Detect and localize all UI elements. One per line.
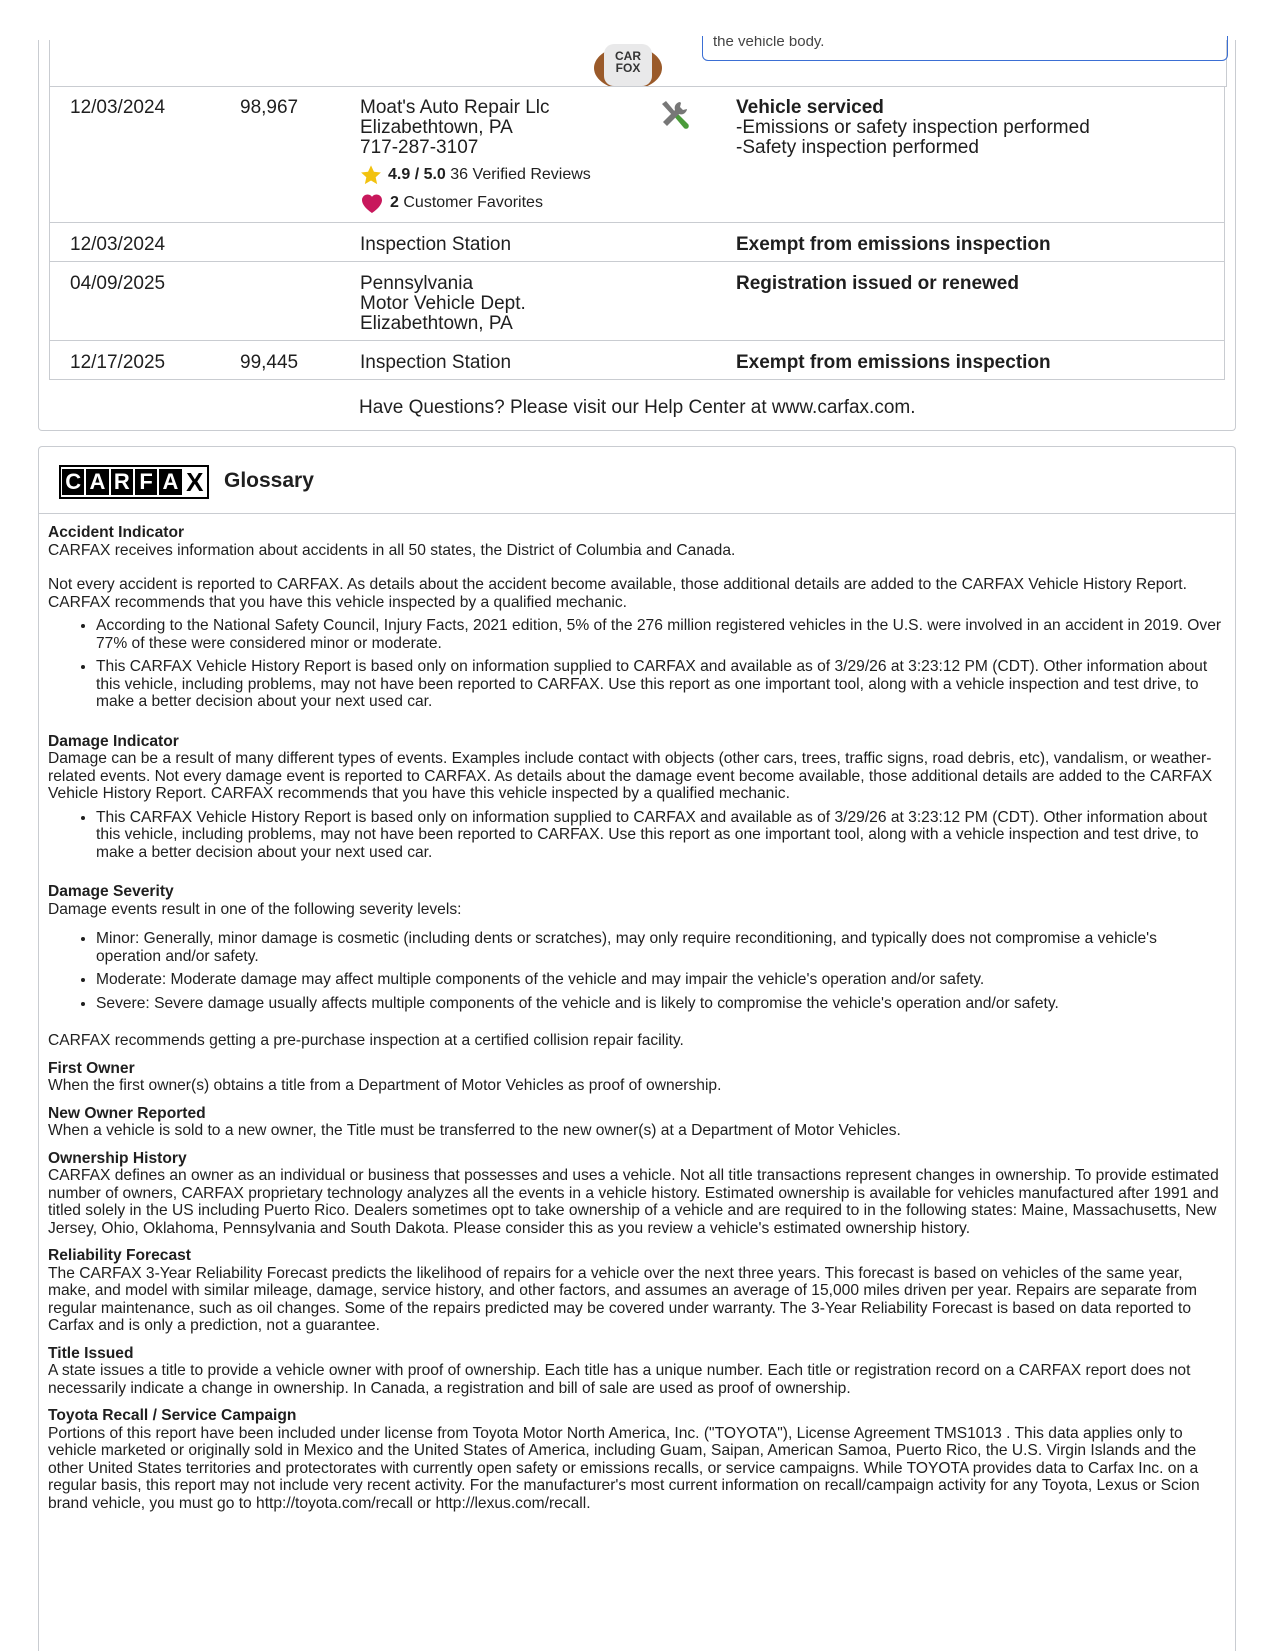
term-first-owner: First Owner: [48, 1059, 135, 1077]
list-item: • Moderate: Moderate damage may affect multiple components of the vehicle and may impair the vehicle's operation and/or safety.: [96, 971, 1226, 989]
list-item: • This CARFAX Vehicle History Report is based only on information supplied to CARFAX and available as of 3/29/26 at 3:23:12 PM (CDT). Other information about this vehicle, including problems, may not have been reported to CARFAX. Use this report as one important tool, along with a vehicle inspection and test drive, to make a better decision about your next used car.: [96, 809, 1226, 862]
definition: CARFAX recommends getting a pre-purchase inspection at a certified collision repair facility.: [48, 1032, 684, 1049]
source-line: Elizabethtown, PA: [360, 313, 513, 334]
fox-callout-row: [49, 36, 1227, 87]
record-source: Inspection Station: [360, 352, 512, 373]
record-odometer: 99,445: [240, 352, 299, 373]
fox-label-bottom: FOX: [615, 61, 641, 75]
bullet-list: [48, 930, 1226, 1012]
list-item: • This CARFAX Vehicle History Report is based only on information supplied to CARFAX and available as of 3/29/26 at 3:23:12 PM (CDT). Other information about this vehicle, including problems, may not have been reported to CARFAX. Use this report as one important tool, along with a vehicle inspection and test drive, to make a better decision about your next used car.: [96, 658, 1226, 711]
record-odometer: 98,967: [240, 97, 299, 118]
glossary-card: [38, 446, 1236, 1651]
vehicle-history-card: [38, 36, 1236, 431]
record-title: Exempt from emissions inspection: [736, 234, 1051, 255]
record-row-3: [49, 262, 1225, 341]
glossary-title: Glossary: [224, 469, 314, 492]
logo-letter: C: [62, 469, 84, 495]
fox-label-top: CAR: [615, 49, 641, 63]
bullet-list: [48, 809, 1226, 862]
star-icon: [360, 164, 382, 186]
logo-letter: X: [184, 469, 206, 495]
term-damage-indicator: Damage Indicator: [48, 732, 179, 750]
record-title: Exempt from emissions inspection: [736, 352, 1051, 373]
source-line: Elizabethtown, PA: [360, 117, 513, 138]
record-detail: -Emissions or safety inspection performed: [736, 117, 1090, 138]
list-item: • Severe: Severe damage usually affects multiple components of the vehicle and is likely to compromise the vehicle's operation and/or safety.: [96, 995, 1226, 1013]
rating-value: 4.9 / 5.0: [388, 166, 446, 183]
definition: When the first owner(s) obtains a title from a Department of Motor Vehicles as proof of ownership.: [48, 1077, 722, 1094]
definition: CARFAX defines an owner as an individual or business that possesses and uses a vehicle. Not all title transactions represent changes in ownership. To provide estimated number of owners, CARFAX proprietary technology analyzes all the events in a vehicle history. Estimated ownership is available for vehicles manufactured after 1991 and titled solely in the US including Puerto Rico. Dealers sometimes opt to take ownership of a vehicle and are required to in the following states: Maine, Massachusetts, New Jersey, Ohio, Oklahoma, Pennsylvania and South Dakota. Please consider this as you review a vehicle's estimated ownership history.: [48, 1167, 1219, 1237]
term-accident-indicator: Accident Indicator: [48, 524, 185, 541]
record-source: Inspection Station: [360, 234, 512, 255]
term-ownership-history: Ownership History: [48, 1149, 187, 1167]
term-damage-severity: Damage Severity: [48, 883, 174, 900]
record-row-4: [49, 341, 1225, 380]
source-line[interactable]: Moat's Auto Repair Llc: [360, 97, 550, 118]
record-row-2: [49, 223, 1225, 262]
glossary-body: [39, 514, 1235, 1512]
definition: A state issues a title to provide a vehicle owner with proof of ownership. Each title has a unique number. Each title or registration record on a CARFAX report does not necessarily indicate a change in ownership. In Canada, a registration and bill of sale are used as proof of ownership.: [48, 1362, 1191, 1397]
record-date: 12/17/2025: [70, 352, 166, 373]
record-comments: [736, 98, 1090, 158]
term-title-issued: Title Issued: [48, 1344, 134, 1362]
record-title: Vehicle serviced: [736, 97, 884, 118]
history-records: [49, 86, 1225, 380]
record-row-1: [49, 86, 1225, 223]
definition: When a vehicle is sold to a new owner, the Title must be transferred to the new owner(s) at a Department of Motor Vehicles.: [48, 1122, 901, 1139]
help-center-link[interactable]: Have Questions? Please visit our Help Center at www.carfax.com.: [359, 397, 916, 418]
help-center-note: [39, 388, 1235, 428]
source-line[interactable]: 717-287-3107: [360, 137, 479, 158]
definition: The CARFAX 3-Year Reliability Forecast predicts the likelihood of repairs for a vehicle over the next three years. This forecast is based on vehicles of the same year, make, and model with similar mileage, damage, service history, and other factors, and assumes an average of 15,000 miles driven per year. Repairs are separate from regular maintenance, such as oil changes. Some of the repairs predicted may be covered under warranty. The 3-Year Reliability Forecast is based on data reported to Carfax and is only a prediction, not a guarantee.: [48, 1264, 1198, 1334]
record-date: 12/03/2024: [70, 234, 166, 255]
record-source: [360, 274, 526, 334]
logo-letter: F: [135, 469, 157, 495]
glossary-header: [39, 447, 1235, 514]
logo-letter: A: [86, 469, 108, 495]
wrench-screwdriver-icon: [658, 98, 692, 137]
definition: CARFAX receives information about accidents in all 50 states, the District of Columbia and Canada.: [48, 541, 736, 559]
list-item: • According to the National Safety Council, Injury Facts, 2021 edition, 5% of the 276 million registered vehicles in the U.S. were involved in an accident in 2019. Over 77% of these were considered minor or moderate.: [96, 617, 1226, 652]
record-date: 12/03/2024: [70, 97, 166, 118]
source-line: Motor Vehicle Dept.: [360, 293, 526, 314]
logo-letter: A: [159, 469, 181, 495]
heart-icon: [360, 192, 384, 214]
logo-letter: R: [111, 469, 133, 495]
customer-favorites: [360, 192, 591, 214]
favorites-label: Customer Favorites: [403, 194, 543, 211]
term-new-owner-reported: New Owner Reported: [48, 1104, 206, 1122]
list-item: • Minor: Generally, minor damage is cosmetic (including dents or scratches), may only require reconditioning, and typically does not compromise a vehicle's operation and/or safety.: [96, 930, 1226, 965]
favorites-count: 2: [390, 194, 399, 211]
shop-rating[interactable]: [360, 164, 591, 186]
fox-callout-bubble: the vehicle body.: [702, 36, 1228, 61]
record-date: 04/09/2025: [70, 273, 166, 294]
term-toyota-recall: Toyota Recall / Service Campaign: [48, 1407, 297, 1424]
carfox-mascot-icon: [588, 38, 668, 86]
bullet-list: [48, 617, 1226, 711]
record-source: [360, 98, 591, 214]
rating-reviews: 36 Verified Reviews: [450, 166, 591, 183]
definition: Damage can be a result of many different types of events. Examples include contact with objects (other cars, trees, traffic signs, road debris, etc), vandalism, or weather-related events. Not every damage event is reported to CARFAX. As details about the damage event become available, those additional details are added to the CARFAX Vehicle History Report. CARFAX recommends that you have this vehicle inspected by a qualified mechanic.: [48, 750, 1213, 802]
source-line: Pennsylvania: [360, 273, 474, 294]
record-title: Registration issued or renewed: [736, 273, 1019, 294]
term-reliability-forecast: Reliability Forecast: [48, 1247, 191, 1264]
definition: Damage events result in one of the following severity levels:: [48, 900, 462, 918]
definition: Not every accident is reported to CARFAX. As details about the accident become available, those additional details are added to the CARFAX Vehicle History Report. CARFAX recommends that you have this vehicle inspected by a qualified mechanic.: [48, 576, 1187, 611]
definition: Portions of this report have been included under license from Toyota Motor North America, Inc. ("TOYOTA"), License Agreement TMS1013 . This data applies only to vehicle marketed or originally sold in Mexico and the United States of America, including Guam, Saipan, American Samoa, Puerto Rico, the U.S. Virgin Islands and the other United States territories and protectorates with currently open safety or emissions recalls, or service campaigns. While TOYOTA provides data to Carfax Inc. on a regular basis, this report may not include very recent activity. For the manufacturer's most current information on recall/campaign activity for any Toyota, Lexus or Scion brand vehicle, you must go to http://toyota.com/recall or http://lexus.com/recall.: [48, 1424, 1200, 1512]
carfax-logo: [59, 465, 209, 499]
record-detail: -Safety inspection performed: [736, 137, 979, 158]
